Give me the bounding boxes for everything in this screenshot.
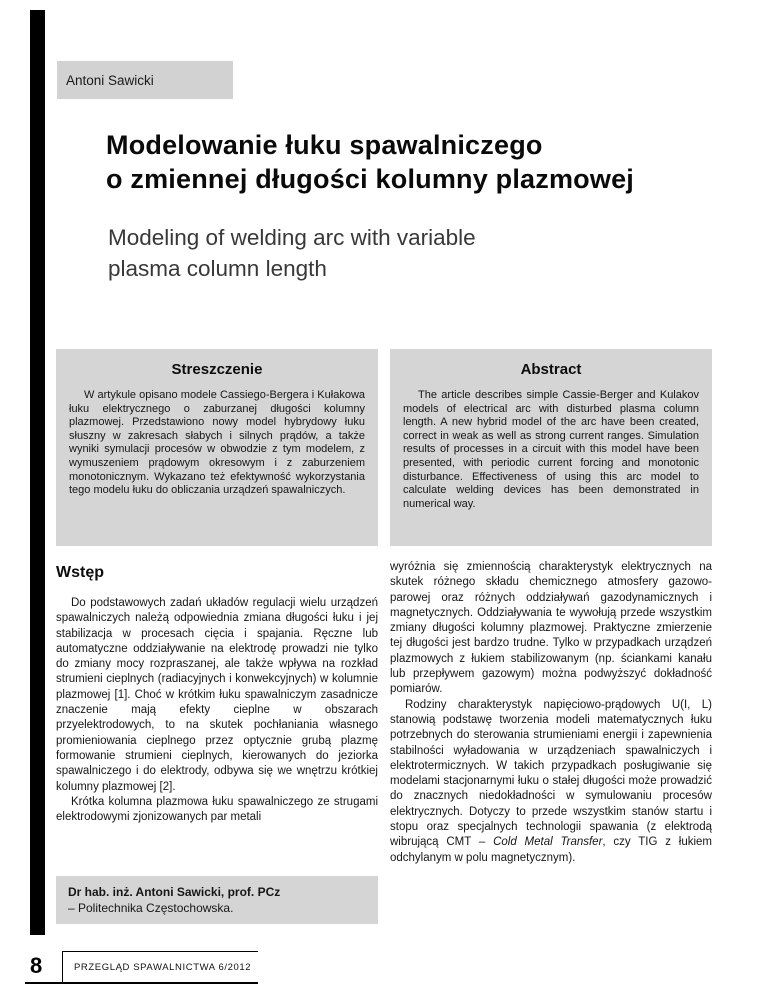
left-margin-bar <box>30 10 45 935</box>
journal-name: PRZEGLĄD SPAWALNICTWA 6/2012 <box>62 951 258 982</box>
paper-title-polish <box>106 128 634 196</box>
intro-paragraph-3: wyróżnia się zmiennością charakterystyk elektrycznych na skutek różnego składu chemicznego atmosfery gazowo-parowej oraz różnych oddziaływań gazodynamicznych i magnetycznych. Oddziaływania te wywołują przede wszystkim zmiany długości kolumny plazmowej. Praktyczne zmierzenie tej długości jest bardzo trudne. Tylko w przypadkach urządzeń plazmowych z łukiem stabilizowanym (np. ściankami kanału lub przepływem gazowym) można podwyższyć dokładność pomiarów. <box>390 561 712 696</box>
abstract-body: The article describes simple Cassie-Berger and Kulakov models of electrical arc with disturbed plasma column length. A new hybrid model of the arc have been created, correct in weak as well as strong current ranges. Simulation results of processes in a circuit with this model have been presented, with periodic current forcing and monotonic disturbance. Effectiveness of using this arc model to calculate welding devices has been demonstrated in numerical way. <box>403 389 699 510</box>
page-number: 8 <box>30 953 43 978</box>
body-column-right <box>390 560 712 866</box>
body-column-left <box>56 562 378 825</box>
paper-title-line1: Modelowanie łuku spawalniczego <box>106 130 543 160</box>
intro-paragraph-4-italic: Cold Metal Transfer <box>493 836 603 849</box>
intro-paragraph-2: Krótka kolumna plazmowa łuku spawalniczego ze strugami elektrodowymi zjonizowanych par metali <box>56 795 378 824</box>
author-affiliation-name: Dr hab. inż. Antoni Sawicki, prof. PCz <box>68 885 281 899</box>
abstract-heading: Abstract <box>520 361 582 378</box>
intro-paragraph-1: Do podstawowych zadań układów regulacji wielu urządzeń spawalniczych należą odpowiednia zmiana długości łuku i jej stabilizacja w procesach cięcia i spajania. Ręczne lub automatyczne oddziaływanie na elektrodę prowadzi nie tylko do zmiany mocy rozpraszanej, ale także wpływa na rozkład strumieni cieplnych (radiacyjnych i konwekcyjnych) w kolumnie plazmowej [1]. Choć w krótkim łuku spawalniczym zasadnicze znaczenie mają efekty cieplne w obszarach przyelektrodowych, to na skutek pochłaniania własnego promieniowania cieplnego przez optycznie grubą plazmę formowanie strumieni cieplnych, kierowanych do jeziorka spawalniczego i do elektrody, odbywa się we wnętrzu krótkiej kolumny plazmowej [2]. <box>56 597 378 793</box>
intro-paragraph-4-text: Rodziny charakterystyk napięciowo-prądowych U(I, L) stanowią podstawę tworzenia modeli matematycznych łuku potrzebnych do sterowania strumieniami energii i zapewnienia stabilności wyładowania w urządzeniach spawalniczych i elektrotermicznych. W takich przypadkach posługiwanie się modelami stacjonarnymi łuku o stałej długości może prowadzić do znacznych niedokładności w symulowaniu procesów elektrycznych. Dotyczy to przede wszystkim stanów startu i stopu oraz specjalnych technologii spawania (z elektrodą wibrującą CMT – <box>390 698 712 849</box>
page-footer <box>25 951 258 984</box>
paper-title-line2: o zmiennej długości kolumny plazmowej <box>106 164 634 194</box>
intro-paragraph-4-tail: , czy TIG z łukiem odchylanym w polu magnetycznym). <box>390 836 712 864</box>
paper-title-english <box>108 222 476 284</box>
paper-subtitle-line2: plasma column length <box>108 256 327 281</box>
intro-heading: Wstęp <box>56 564 104 581</box>
author-name: Antoni Sawicki <box>66 72 154 88</box>
author-affiliation-institution: – Politechnika Częstochowska. <box>68 901 234 915</box>
paper-subtitle-line1: Modeling of welding arc with variable <box>108 225 476 250</box>
abstract-box <box>390 349 712 546</box>
author-affiliation-box <box>56 876 378 924</box>
streszczenie-body: W artykule opisano modele Cassiego-Bergera i Kułakowa łuku elektrycznego o zaburzanej długości kolumny plazmowej. Przedstawiono nowy model hybrydowy łuku słuszny w zakresach słabych i silnych prądów, a także wyniki symulacji procesów w obwodzie z tym modelem, z wymuszeniem prądowym okresowym i z zaburzeniem monotonicznym. Wykazano też efektywność wykorzystania tego modelu łuku do obliczania urządzeń spawalniczych. <box>69 389 365 497</box>
streszczenie-box <box>56 349 378 546</box>
streszczenie-heading: Streszczenie <box>171 361 263 378</box>
intro-paragraph-4 <box>390 698 712 866</box>
author-name-box <box>57 61 233 99</box>
